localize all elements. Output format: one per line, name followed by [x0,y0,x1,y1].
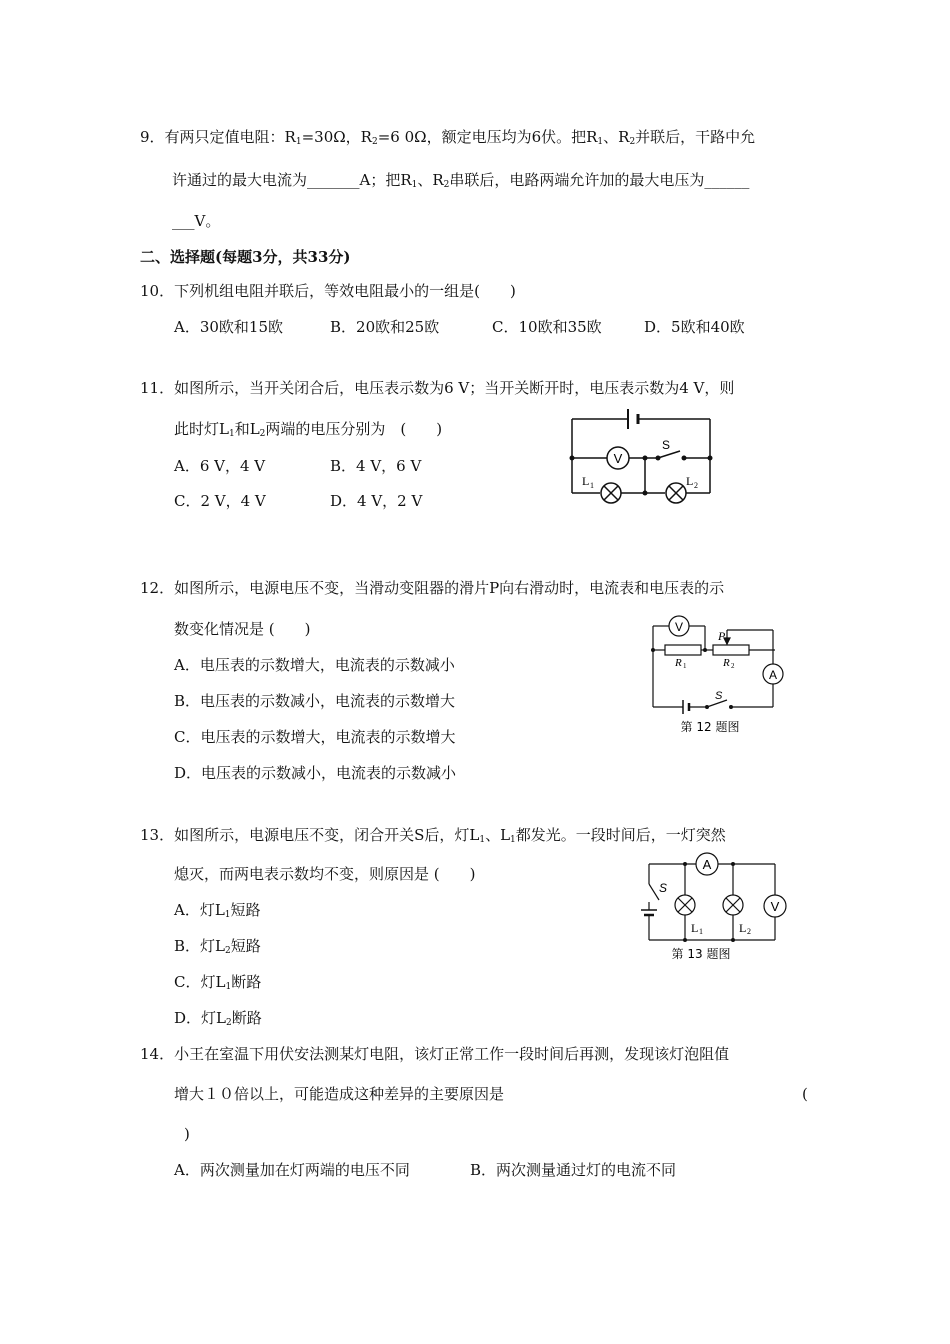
q13-switch-label: S [659,881,668,895]
q13-l1-label: L [691,921,699,935]
q11-stem-1: 11．如图所示，当开关闭合后，电压表示数为6 V；当开关断开时，电压表示数为4 V，则 [140,379,735,397]
q13-caption: 第 13 题图 [671,947,731,961]
q11-option-b: B．4 V，6 V [330,457,422,475]
svg-text:2: 2 [694,481,698,490]
q12-stem-2: 数变化情况是 ( ) [174,620,311,638]
q10-option-b: B．20欧和25欧 [330,318,440,336]
q11-option-d: D．4 V，2 V [330,492,423,510]
q13-stem-2: 熄灭，而两电表示数均不变，则原因是 ( ) [174,865,476,883]
q14-option-b: B．两次测量通过灯的电流不同 [470,1161,677,1179]
q12-option-b: B．电压表的示数减小，电流表的示数增大 [174,692,456,710]
q13-option-d: D．灯$L_2$断路 [174,1009,262,1028]
q13-circuit-diagram [635,852,795,964]
q11-circuit-diagram [560,405,720,510]
q13-l2-label: L [739,921,747,935]
q11-switch-label: S [662,438,671,452]
q12-slider-label: P [718,629,726,643]
q12-option-a: A．电压表的示数增大，电流表的示数减小 [174,656,455,674]
q12-option-d: D．电压表的示数减小，电流表的示数减小 [174,764,457,782]
q12-switch-label: S [715,690,723,702]
q11-voltmeter-label: V [613,451,623,466]
q13-stem-1: 13．如图所示，电源电压不变，闭合开关S后，灯$L_1$、$L_1$都发光。一段时间后，一灯突然 [140,826,726,845]
svg-text:1: 1 [683,662,687,670]
q9-line-3: ___V。 [172,212,221,230]
q14-answer-paren-open: ( [802,1085,808,1103]
q10-option-a: A．30欧和15欧 [174,318,284,336]
q14-answer-paren-close: ) [184,1125,190,1143]
q13-option-b: B．灯$L_2$短路 [174,937,261,956]
q12-r2-label: R [723,657,730,669]
q13-option-c: C．灯$L_1$断路 [174,973,262,992]
q12-circuit-diagram [645,612,795,737]
q11-l2-label: L [686,474,694,488]
q11-option-a: A．6 V，4 V [174,457,266,475]
q11-stem-2: 此时灯$L_1$和$L_2$两端的电压分别为 ( ) [174,420,443,439]
q13-voltmeter-label: V [770,899,780,914]
q12-stem-1: 12．如图所示，电源电压不变，当滑动变阻器的滑片P向右滑动时，电流表和电压表的示 [140,579,725,597]
q13-option-a: A．灯$L_1$短路 [174,901,261,920]
q12-r1-label: R [675,657,682,669]
q12-option-c: C．电压表的示数增大，电流表的示数增大 [174,728,456,746]
svg-text:2: 2 [747,927,751,936]
q14-option-a: A．两次测量加在灯两端的电压不同 [174,1161,410,1179]
q11-option-c: C．2 V，4 V [174,492,266,510]
q12-caption: 第 12 题图 [680,720,740,734]
q10-option-d: D．5欧和40欧 [644,318,745,336]
q9-line-1: 9．有两只定值电阻：$R_1=30\Omega$，$R_2=6$ 0Ω，额定电压均为6伏。把$R_1$、$R_2$并联后，干路中允 [140,128,756,147]
q14-stem-1: 14．小王在室温下用伏安法测某灯电阻，该灯正常工作一段时间后再测，发现该灯泡阻值 [140,1045,730,1063]
q11-l1-label: L [582,474,590,488]
q12-ammeter-label: A [768,668,778,682]
q13-ammeter-label: A [702,857,712,872]
q14-stem-2: 增大１０倍以上，可能造成这种差异的主要原因是 [174,1085,505,1103]
svg-text:1: 1 [590,481,594,490]
q9-line-2: 许通过的最大电流为_______A；把$R_1$、$R_2$串联后，电路两端允许加的最大电压为______ [172,171,750,190]
q10-option-c: C．10欧和35欧 [492,318,602,336]
q10-stem: 10．下列机组电阻并联后，等效电阻最小的一组是( ) [140,282,516,300]
svg-text:2: 2 [731,662,735,670]
q12-voltmeter-label: V [674,620,684,634]
section-heading: 二、选择题(每题3分，共33分) [140,248,351,266]
svg-text:1: 1 [699,927,703,936]
